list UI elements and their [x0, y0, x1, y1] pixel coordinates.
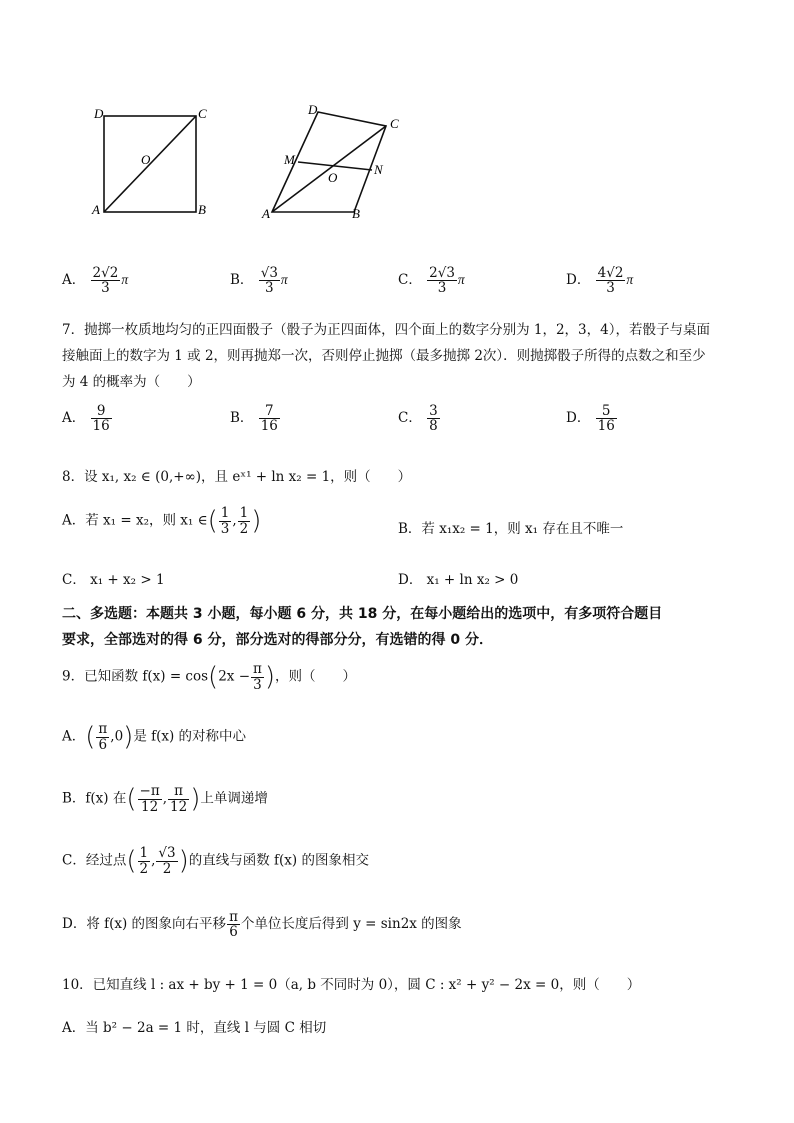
- label-B: B: [198, 202, 206, 217]
- q8-stem: 8．设 x₁, x₂ ∈ (0,+∞)，且 eˣ¹ + ln x₂ = 1，则（ ）: [62, 469, 412, 485]
- label-A: A: [262, 206, 270, 221]
- q8-option-d: D． x₁ + ln x₂ > 0: [398, 572, 519, 588]
- q7-option-c: C． $\frac{3}{8}$: [398, 403, 438, 435]
- parallelogram-figure: [258, 100, 408, 224]
- q8-option-a: A．若 x₁ = x₂，则 x₁ ∈( $\frac{1}{3}$ , $\frac{1}{2}$ ): [62, 505, 262, 537]
- label-M: M: [284, 152, 295, 167]
- label-C: C: [198, 106, 207, 121]
- q7-stem-line-1: 7．抛掷一枚质地均匀的正四面骰子（骰子为正四面体，四个面上的数字分别为 1，2，3，4），若骰子与桌面: [62, 322, 710, 338]
- q9-option-c: C．经过点( $\frac{1}{2}$ , $\frac{√3}{2}$ )的直线与函数 f(x) 的图象相交: [62, 845, 369, 877]
- label-A: A: [92, 202, 100, 217]
- label-N: N: [374, 162, 383, 177]
- section-2-heading-line-2: 要求，全部选对的得 6 分，部分选对的得部分分，有选错的得 0 分．: [62, 632, 493, 648]
- label-D: D: [308, 102, 318, 117]
- q9-option-b: B．f(x) 在( $\frac{-\pi}{12}$ , $\frac{\pi}{12}$ )上单调递增: [62, 783, 268, 815]
- q9-option-a: A．( $\frac{\pi}{6}$ ,0)是 f(x) 的对称中心: [62, 721, 247, 753]
- segment-MN: [298, 162, 372, 170]
- q10-stem: 10．已知直线 l : ax + by + 1 = 0（a, b 不同时为 0），圆 C : x² + y² − 2x = 0，则（ ）: [62, 977, 641, 993]
- section-2-heading-line-1: 二、多选题：本题共 3 小题，每小题 6 分，共 18 分，在每小题给出的选项中，有多项符合题目: [62, 606, 663, 622]
- q7-stem-line-3: 为 4 的概率为（ ）: [62, 374, 201, 390]
- label-O: O: [328, 170, 338, 185]
- q6-option-d: D． $\frac{4√2}{3}$ π: [566, 265, 634, 297]
- label-O: O: [141, 152, 151, 167]
- label-C: C: [390, 116, 399, 131]
- q9-stem: 9．已知函数 f(x) = cos(2x − $\frac{\pi}{3}$ )，则（ ）: [62, 661, 357, 693]
- q6-option-c: C． $\frac{2√3}{3}$ π: [398, 265, 465, 297]
- q6-option-a: A． $\frac{2√2}{3}$ π: [62, 265, 129, 297]
- q10-option-a: A．当 b² − 2a = 1 时，直线 l 与圆 C 相切: [62, 1020, 327, 1036]
- q6-option-b: B． $\frac{√3}{3}$ π: [230, 265, 288, 297]
- label-D: D: [94, 106, 104, 121]
- q7-stem-line-2: 接触面上的数字为 1 或 2，则再抛郑一次，否则停止抛掷（最多抛掷 2次）．则抛掷骰子所得的点数之和至少: [62, 348, 706, 364]
- q7-option-a: A． $\frac{9}{16}$: [62, 403, 110, 435]
- q9-option-d: D．将 f(x) 的图象向右平移 $\frac{\pi}{6}$ 个单位长度后得到 y = sin2x 的图象: [62, 909, 462, 941]
- label-B: B: [352, 206, 360, 221]
- q7-option-b: B． $\frac{7}{16}$: [230, 403, 278, 435]
- square-figure: [88, 104, 218, 220]
- q8-option-b: B．若 x₁x₂ = 1，则 x₁ 存在且不唯一: [398, 521, 624, 537]
- q7-option-d: D． $\frac{5}{16}$: [566, 403, 615, 435]
- q8-option-c: C． x₁ + x₂ > 1: [62, 572, 165, 588]
